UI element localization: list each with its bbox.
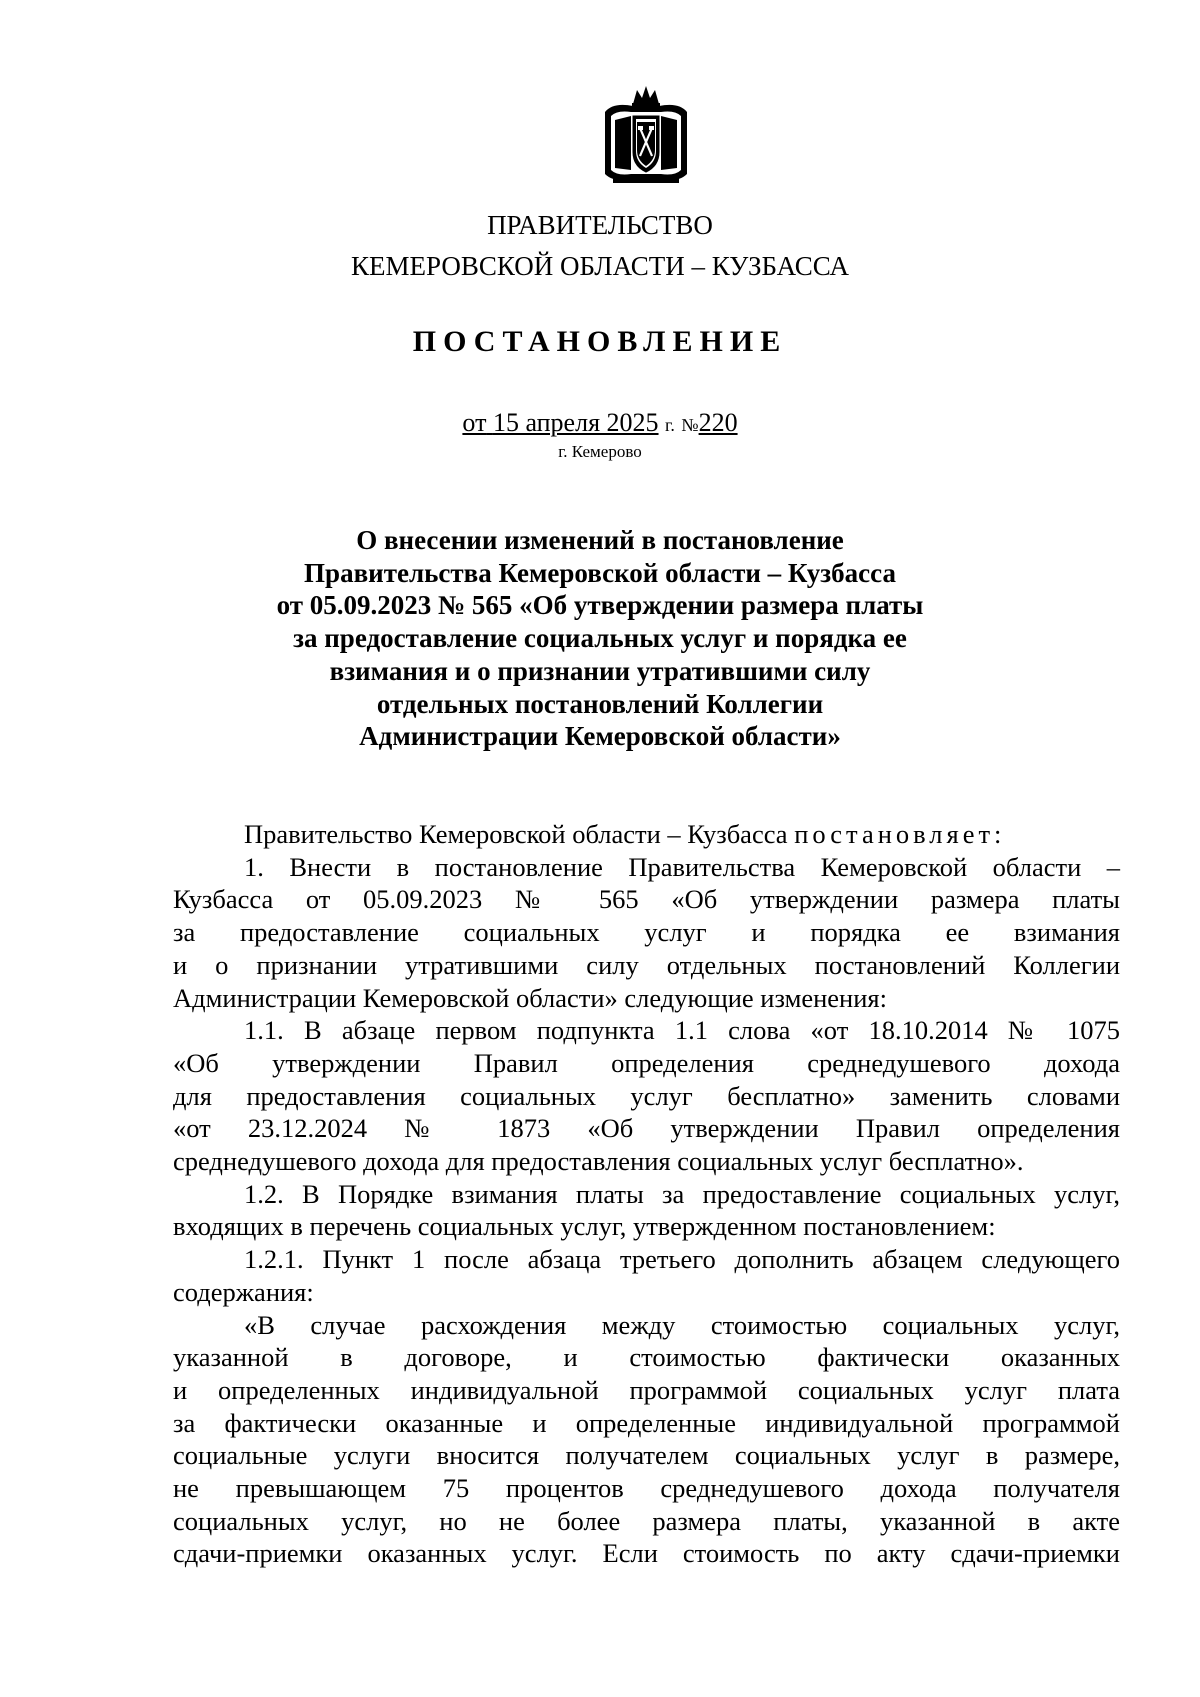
- document-number: 220: [698, 408, 738, 437]
- body-line: не превышающем 75 процентов среднедушевого дохода получателя: [173, 1473, 1120, 1504]
- title-line: за предоставление социальных услуг и порядка ее: [293, 623, 907, 654]
- body-line: 1.1. В абзаце первом подпункта 1.1 слова «от 18.10.2014 № 1075: [244, 1015, 1120, 1046]
- intro-verb: постановляет:: [794, 819, 1006, 849]
- year-suffix: г.: [665, 415, 675, 435]
- title-line: взимания и о признании утратившими силу: [329, 655, 871, 686]
- government-name-line2: КЕМЕРОВСКОЙ ОБЛАСТИ – КУЗБАССА: [351, 251, 849, 281]
- body-line: содержания:: [173, 1276, 314, 1307]
- title-line: Администрации Кемеровской области»: [359, 721, 841, 752]
- body-line: среднедушевого дохода для предоставления социальных услуг бесплатно».: [173, 1146, 1024, 1177]
- document-type-heading: ПОСТАНОВЛЕНИЕ: [412, 325, 788, 358]
- body-line: 1.2.1. Пункт 1 после абзаца третьего дополнить абзацем следующего: [244, 1244, 1120, 1275]
- body-line: и о признании утратившими силу отдельных постановлений Коллегии: [173, 949, 1120, 980]
- document-date-number: [0, 407, 1200, 441]
- document-body: [173, 818, 1120, 1570]
- body-line: Кузбасса от 05.09.2023 № 565 «Об утверждении размера платы: [173, 884, 1120, 915]
- body-line: 1.2. В Порядке взимания платы за предоставление социальных услуг,: [244, 1178, 1120, 1209]
- coat-of-arms-icon: [603, 82, 689, 186]
- body-line: сдачи-приемки оказанных услуг. Если стоимость по акту сдачи-приемки: [173, 1538, 1120, 1569]
- number-sign: №: [681, 415, 699, 435]
- body-line: «от 23.12.2024 № 1873 «Об утверждении Правил определения: [173, 1113, 1120, 1144]
- body-line: за фактически оказанные и определенные индивидуальной программой: [173, 1407, 1120, 1438]
- body-line: социальные услуги вносится получателем социальных услуг в размере,: [173, 1440, 1120, 1471]
- government-name-line1: ПРАВИТЕЛЬСТВО: [487, 210, 713, 240]
- body-line: для предоставления социальных услуг бесплатно» заменить словами: [173, 1080, 1120, 1111]
- title-line: от 05.09.2023 № 565 «Об утверждении размера платы: [276, 590, 924, 621]
- body-line: «В случае расхождения между стоимостью социальных услуг,: [244, 1309, 1120, 1340]
- date-prefix: от: [462, 408, 487, 437]
- intro-paragraph: Правительство Кемеровской области – Кузбасса постановляет:: [244, 819, 1006, 849]
- title-line: отдельных постановлений Коллегии: [376, 688, 824, 719]
- body-line: 1. Внести в постановление Правительства Кемеровской области –: [244, 851, 1120, 882]
- body-line: за предоставление социальных услуг и порядка ее взимания: [173, 917, 1120, 948]
- title-line: Правительства Кемеровской области – Кузбасса: [304, 557, 896, 588]
- body-line: Администрации Кемеровской области» следующие изменения:: [173, 982, 887, 1013]
- body-line: «Об утверждении Правил определения среднедушевого дохода: [173, 1047, 1120, 1078]
- document-city: г. Кемерово: [558, 442, 642, 461]
- body-line: входящих в перечень социальных услуг, утвержденном постановлением:: [173, 1211, 996, 1242]
- title-line: О внесении изменений в постановление: [356, 525, 844, 555]
- document-title: [0, 524, 1200, 753]
- body-line: социальных услуг, но не более размера платы, указанной в акте: [173, 1505, 1120, 1536]
- body-line: и определенных индивидуальной программой социальных услуг плата: [173, 1374, 1120, 1405]
- document-date: 15 апреля 2025: [492, 408, 659, 437]
- body-line: указанной в договоре, и стоимостью фактически оказанных: [173, 1342, 1120, 1373]
